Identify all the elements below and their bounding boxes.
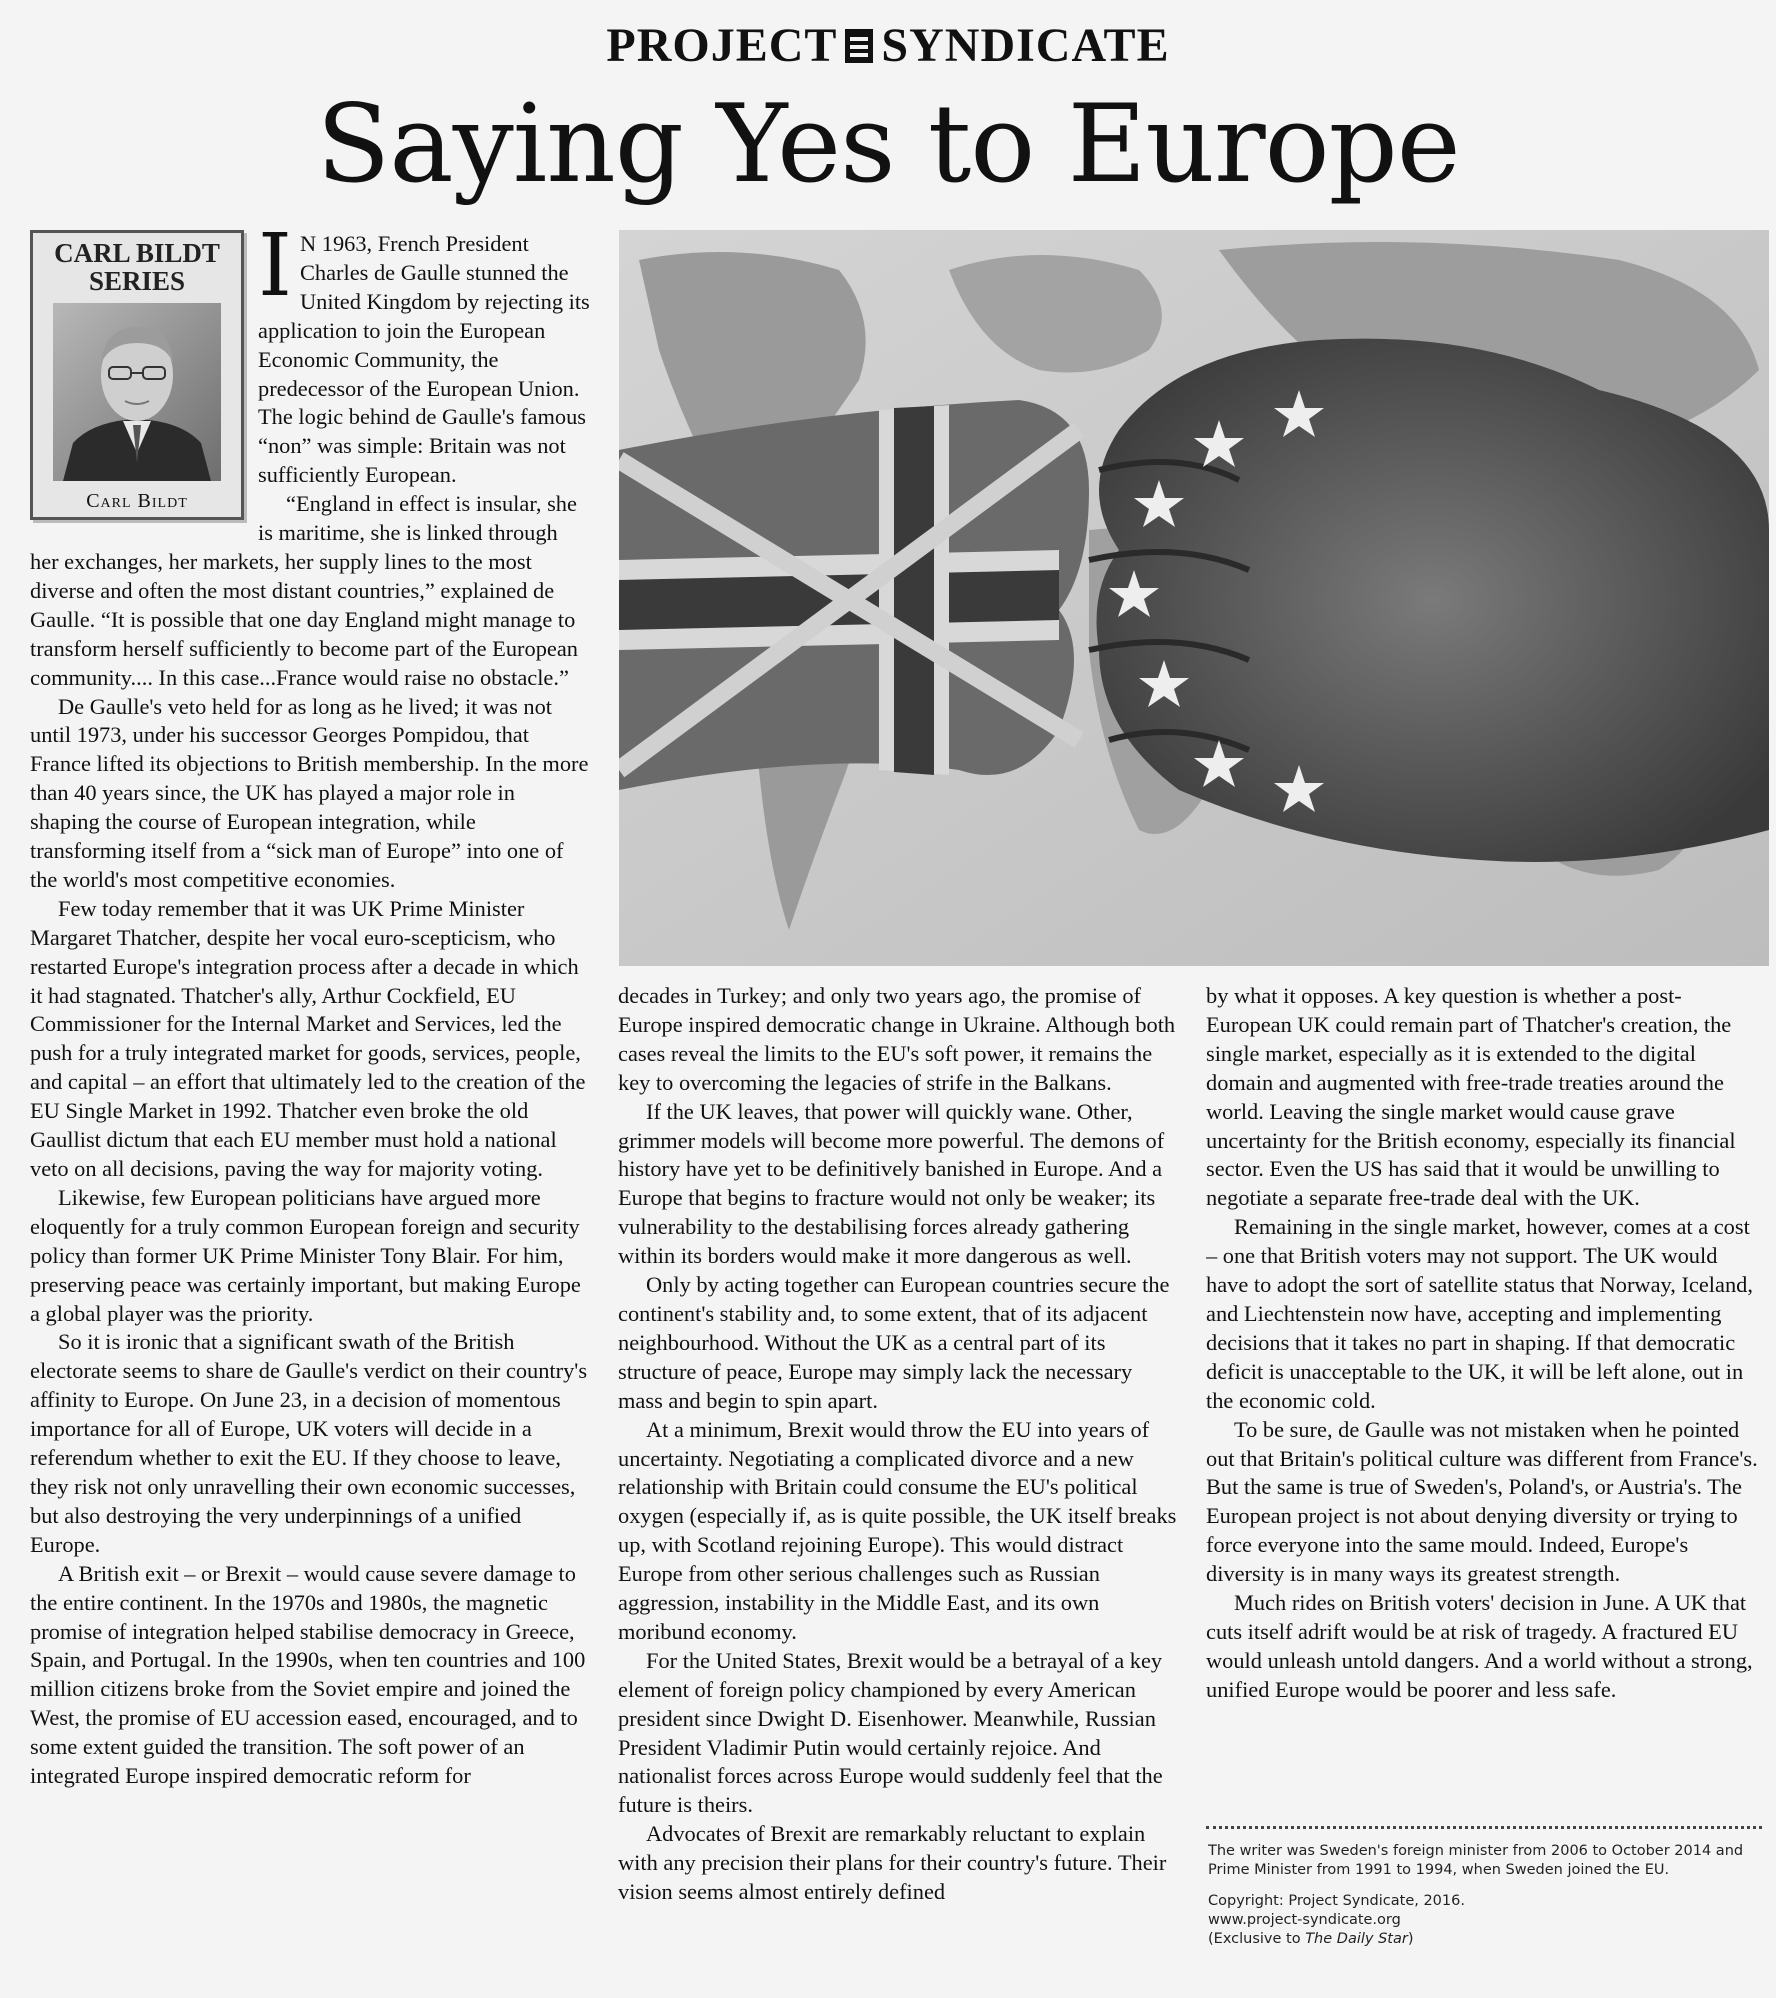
illustration-image	[619, 230, 1769, 966]
paragraph: Much rides on British voters' decision in June. A UK that cuts itself adrift would be at risk of tragedy. A fractured EU would unleash untold dangers. And a world without a strong, unified Europe would be poorer and less safe.	[1206, 1590, 1753, 1702]
article-column-2	[618, 982, 1178, 1972]
series-title: CARL BILDT SERIES	[54, 238, 220, 296]
masthead-right: SYNDICATE	[881, 19, 1170, 72]
author-portrait	[53, 303, 221, 481]
author-note: The writer was Sweden's foreign minister from 2006 to October 2014 and Prime Minister from 1991 to 1994, when Sweden joined the EU.	[1208, 1843, 1744, 1878]
paragraph: De Gaulle's veto held for as long as he lived; it was not until 1973, under his successor Georges Pompidou, that France lifted its objections to British membership. In the more than 40 years since, the UK has played a major role in shaping the course of European integration, while transforming itself from a “sick man of Europe” into one of the world's most competitive economies.	[30, 693, 589, 892]
paragraph: N 1963, French President Charles de Gaulle stunned the United Kingdom by rejecting its application to join the European Economic Community, the predecessor of the European Union. The logic behind de Gaulle's famous “non” was simple: Britain was not sufficiently European.	[258, 231, 590, 488]
article-column-1	[30, 230, 590, 1970]
paragraph: by what it opposes. A key question is whether a post-European UK could remain part of Thatcher's creation, the single market, especially as it is extended to the digital domain and augmented with free-trade treaties around the world. Leaving the single market would cause grave uncertainty for the British economy, especially its financial sector. Even the US has said that it would be unwilling to negotiate a separate free-trade deal with the UK.	[1206, 983, 1736, 1211]
paragraph: Remaining in the single market, however, comes at a cost – one that British voters may not support. The UK would have to adopt the sort of satellite status that Norway, Iceland, and Liechtenstein now have, accepting and implementing decisions that it takes no part in shaping. If that democratic deficit is unacceptable to the UK, it will be left alone, out in the economic cold.	[1206, 1214, 1753, 1413]
article-footer	[1208, 1842, 1764, 1949]
illustration-fists-flags	[619, 230, 1769, 966]
paragraph: To be sure, de Gaulle was not mistaken when he pointed out that Britain's political culture was different from France's. But the same is true of Sweden's, Poland's, or Austria's. The European project is not about denying diversity or trying to force everyone into the same mould. Indeed, Europe's diversity is in many ways its greatest strength.	[1206, 1416, 1758, 1587]
footer-divider	[1206, 1826, 1762, 1829]
paragraph: Advocates of Brexit are remarkably reluctant to explain with any precision their plans for their country's future. Their vision seems almost entirely defined	[618, 1821, 1167, 1905]
paragraph: “England in effect is insular, she is maritime, she is linked through her exchanges, her markets, her supply lines to the most diverse and often the most distant countries,” explained de Gaulle. “It is possible that one day England might manage to transform herself sufficiently to become part of the European community.... In this case...France would raise no obstacle.”	[30, 491, 578, 690]
dropcap: I	[258, 230, 292, 316]
publication-name: The Daily Star	[1305, 1931, 1408, 1947]
paragraph: decades in Turkey; and only two years ago, the promise of Europe inspired democratic change in Ukraine. Although both cases reveal the limits to the EU's soft power, it remains the key to overcoming the legacies of strife in the Balkans.	[618, 983, 1176, 1095]
paragraph: If the UK leaves, that power will quickly wane. Other, grimmer models will become more powerful. The demons of history have yet to be definitively banished in Europe. And a Europe that begins to fracture would not only be weaker; its vulnerability to the destabilising forces already gathering within its borders would make it more dangerous as well.	[618, 1098, 1165, 1269]
exclusive-line: (Exclusive to The Daily Star)	[1208, 1931, 1414, 1947]
paragraph: At a minimum, Brexit would throw the EU into years of uncertainty. Negotiating a complicated divorce and a new relationship with Britain could consume the EU's political oxygen (especially if, as is quite possible, the UK itself breaks up, with Scotland rejoining Europe). This would distract Europe from other serious challenges such as Russian aggression, instability in the Middle East, and its own moribund economy.	[618, 1416, 1177, 1644]
author-portrait-image	[53, 303, 221, 481]
paragraph: A British exit – or Brexit – would cause severe damage to the entire continent. In the 1970s and 1980s, the magnetic promise of integration helped stabilise democracy in Greece, Spain, and Portugal. In the 1990s, when ten countries and 100 million citizens broke from the Soviet empire and joined the West, the promise of EU accession eased, encouraged, and to some extent guided the transition. The soft power of an integrated Europe inspired democratic reform for	[30, 1560, 586, 1789]
masthead	[0, 18, 1776, 73]
author-name: Carl Bildt	[86, 490, 188, 512]
source-url: www.project-syndicate.org	[1208, 1912, 1401, 1928]
syndicate-logo-icon	[845, 29, 873, 63]
paragraph: Likewise, few European politicians have argued more eloquently for a truly common European foreign and security policy than former UK Prime Minister Tony Blair. For him, preserving peace was certainly important, but making Europe a global player was the priority.	[30, 1184, 581, 1326]
article-column-3	[1206, 982, 1762, 1972]
byline-box	[30, 230, 244, 520]
paragraph: Few today remember that it was UK Prime Minister Margaret Thatcher, despite her vocal euro-scepticism, who restarted Europe's integration process after a decade in which it had stagnated. Thatcher's ally, Arthur Cockfield, EU Commissioner for the Internal Market and Services, led the push for a truly integrated market for goods, services, people, and capital – an effort that ultimately led to the creation of the EU Single Market in 1992. Thatcher even broke the old Gaullist dictum that each EU member must hold a national veto on all decisions, paving the way for majority voting.	[30, 895, 586, 1181]
paragraph: For the United States, Brexit would be a betrayal of a key element of foreign policy championed by every American president since Dwight D. Eisenhower. Meanwhile, Russian President Vladimir Putin would certainly rejoice. And nationalist forces across Europe would suddenly feel that the future is theirs.	[618, 1647, 1163, 1818]
eu-stars-fist	[1089, 339, 1769, 862]
copyright: Copyright: Project Syndicate, 2016.	[1208, 1893, 1465, 1909]
union-jack-fist	[619, 400, 1089, 790]
paragraph: Only by acting together can European countries secure the continent's stability and, to some extent, that of its adjacent neighbourhood. Without the UK as a central part of its structure of peace, Europe may simply lack the necessary mass and begin to spin apart.	[618, 1272, 1170, 1413]
paragraph: So it is ironic that a significant swath of the British electorate seems to share de Gaulle's verdict on their country's affinity to Europe. On June 23, in a decision of momentous importance for all of Europe, UK voters will decide in a referendum whether to exit the EU. If they choose to leave, they risk not only unravelling their own economic successes, but also destroying the very underpinnings of a unified Europe.	[30, 1329, 588, 1557]
headline: Saying Yes to Europe	[316, 82, 1460, 207]
masthead-left: PROJECT	[606, 19, 838, 72]
